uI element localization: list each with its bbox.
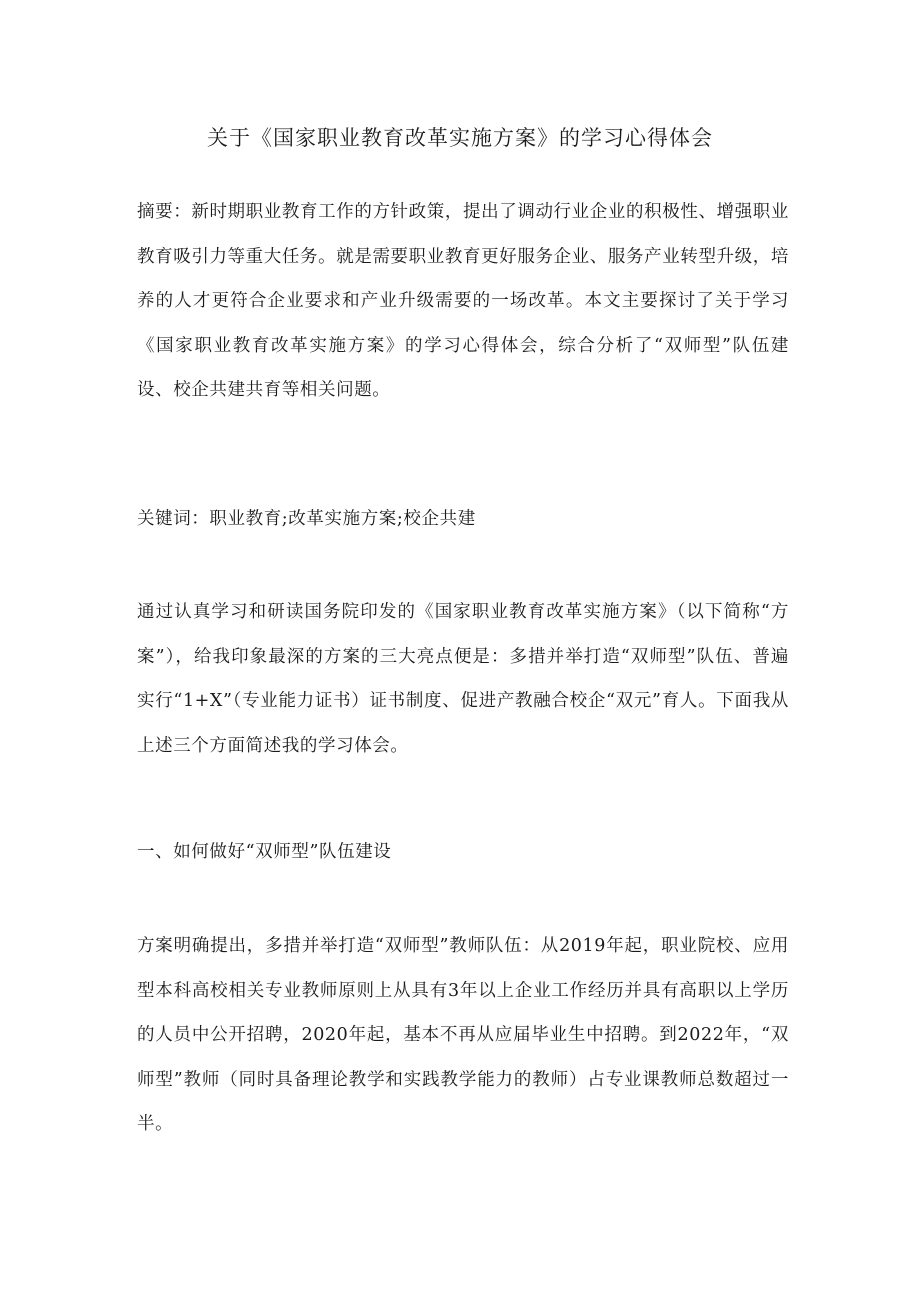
abstract-paragraph: 摘要：新时期职业教育工作的方针政策，提出了调动行业企业的积极性、增强职业教育吸引力等重大任务。就是需要职业教育更好服务企业、服务产业转型升级，培养的人才更符合企业要求和产业升级需要的一场改革。本文主要探讨了关于学习《国家职业教育改革实施方案》的学习心得体会，综合分析了“双师型”队伍建设、校企共建共育等相关问题。 bbox=[137, 202, 789, 400]
section-body-paragraph: 方案明确提出，多措并举打造“双师型”教师队伍：从2019年起，职业院校、应用型本科高校相关专业教师原则上从具有3年以上企业工作经历并具有高职以上学历的人员中公开招聘，2020年起，基本不再从应届毕业生中招聘。到2022年，“双师型”教师（同时具备理论教学和实践教学能力的教师）占专业课教师总数超过一半。 bbox=[137, 936, 789, 1134]
keywords-paragraph: 关键词：职业教育;改革实施方案;校企共建 bbox=[137, 509, 476, 529]
document-title: 关于《国家职业教育改革实施方案》的学习心得体会 bbox=[207, 126, 713, 150]
section-heading: 一、如何做好“双师型”队伍建设 bbox=[137, 842, 392, 862]
intro-paragraph: 通过认真学习和研读国务院印发的《国家职业教育改革实施方案》（以下简称“方案”），给我印象最深的方案的三大亮点便是：多措并举打造“双师型”队伍、普遍实行“1+X”（专业能力证书）证书制度、促进产教融合校企“双元”育人。下面我从上述三个方面简述我的学习体会。 bbox=[137, 602, 789, 756]
